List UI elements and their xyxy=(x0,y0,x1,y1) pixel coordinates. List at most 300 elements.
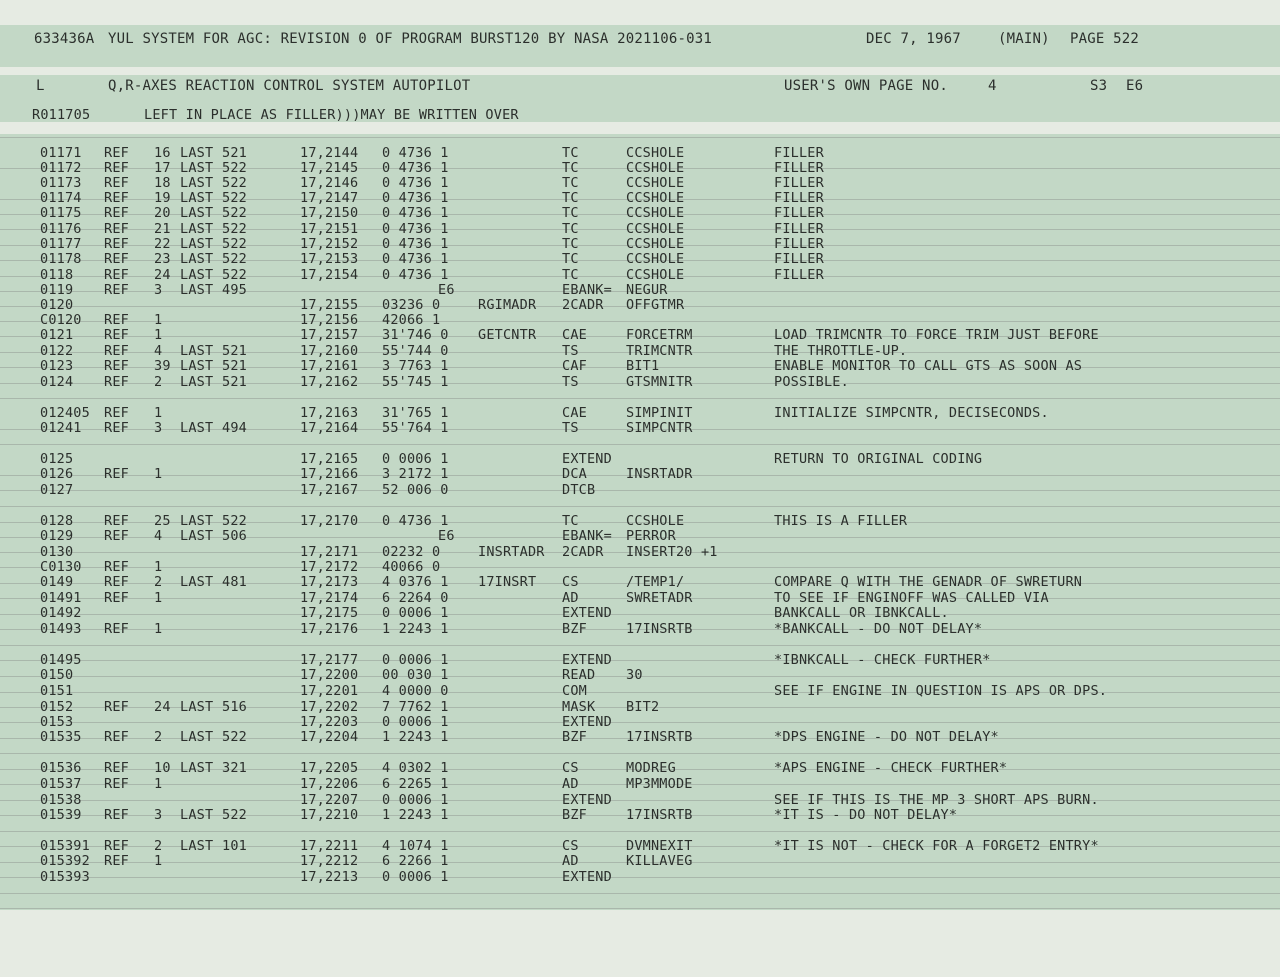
comment: *APS ENGINE - CHECK FURTHER* xyxy=(774,760,1008,776)
paper-rule xyxy=(0,893,1280,894)
last-marker: LAST xyxy=(180,528,214,544)
last-marker: LAST xyxy=(180,205,214,221)
octal-value: 0 4736 1 xyxy=(382,236,449,252)
line-number: 0150 xyxy=(40,667,74,683)
octal-value: 1 2243 1 xyxy=(382,729,449,745)
address: 17,2152 xyxy=(300,236,359,252)
ref-count: 1 xyxy=(154,776,163,792)
octal-value: 0 4736 1 xyxy=(382,221,449,237)
address: 17,2212 xyxy=(300,853,359,869)
comment: FILLER xyxy=(774,267,824,283)
paper-rule xyxy=(0,614,1280,615)
address: 17,2147 xyxy=(300,190,359,206)
octal-value: 0 4736 1 xyxy=(382,175,449,191)
comment: LOAD TRIMCNTR TO FORCE TRIM JUST BEFORE xyxy=(774,327,1099,343)
octal-value: 0 0006 1 xyxy=(382,714,449,730)
paper-gap xyxy=(0,67,1280,75)
last-page: 522 xyxy=(222,236,247,252)
address: 17,2157 xyxy=(300,327,359,343)
operand: BIT2 xyxy=(626,699,660,715)
octal-value: 4 0000 0 xyxy=(382,683,449,699)
paper-rule xyxy=(0,567,1280,568)
listing-id: 633436A xyxy=(34,31,95,47)
address: 17,2207 xyxy=(300,792,359,808)
ref-marker: REF xyxy=(104,236,129,252)
opcode: TC xyxy=(562,160,579,176)
ref-marker: REF xyxy=(104,853,129,869)
operand: /TEMP1/ xyxy=(626,574,685,590)
line-number: 01174 xyxy=(40,190,82,206)
operand: TRIMCNTR xyxy=(626,343,693,359)
ref-count: 1 xyxy=(154,405,163,421)
line-number: 01171 xyxy=(40,145,82,161)
last-marker: LAST xyxy=(180,699,214,715)
ref-marker: REF xyxy=(104,282,129,298)
octal-value: 0 4736 1 xyxy=(382,160,449,176)
ref-marker: REF xyxy=(104,559,129,575)
opcode: EBANK= xyxy=(562,282,612,298)
line-number: 0120 xyxy=(40,297,74,313)
ref-marker: REF xyxy=(104,251,129,267)
line-number: 01241 xyxy=(40,420,82,436)
ref-count: 21 xyxy=(154,221,171,237)
comment: TO SEE IF ENGINOFF WAS CALLED VIA xyxy=(774,590,1049,606)
paper-rule xyxy=(0,908,1280,909)
line-number: 0130 xyxy=(40,544,74,560)
ref-marker: REF xyxy=(104,466,129,482)
last-marker: LAST xyxy=(180,420,214,436)
user-page-number: 4 xyxy=(988,78,997,94)
line-number: 0152 xyxy=(40,699,74,715)
operand: 17INSRTB xyxy=(626,729,693,745)
line-number: 01493 xyxy=(40,621,82,637)
address: 17,2203 xyxy=(300,714,359,730)
address: 17,2202 xyxy=(300,699,359,715)
octal-value: 6 2265 1 xyxy=(382,776,449,792)
opcode: DCA xyxy=(562,466,587,482)
comment: POSSIBLE. xyxy=(774,374,849,390)
ref-count: 1 xyxy=(154,327,163,343)
ref-count: 3 xyxy=(154,282,163,298)
octal-value: 02232 0 xyxy=(382,544,441,560)
ref-marker: REF xyxy=(104,160,129,176)
line-number: 01538 xyxy=(40,792,82,808)
last-marker: LAST xyxy=(180,145,214,161)
operand: CCSHOLE xyxy=(626,160,685,176)
opcode: TC xyxy=(562,175,579,191)
octal-value: 1 2243 1 xyxy=(382,621,449,637)
opcode: CAF xyxy=(562,358,587,374)
listing-title: YUL SYSTEM FOR AGC: REVISION 0 OF PROGRAM BURST120 BY NASA 2021106-031 xyxy=(108,31,713,47)
operand: CCSHOLE xyxy=(626,267,685,283)
address: 17,2163 xyxy=(300,405,359,421)
operand: BIT1 xyxy=(626,358,660,374)
octal-value: 3 7763 1 xyxy=(382,358,449,374)
ref-count: 1 xyxy=(154,559,163,575)
octal-value: 0 4736 1 xyxy=(382,205,449,221)
operand: CCSHOLE xyxy=(626,205,685,221)
operand: 17INSRTB xyxy=(626,621,693,637)
line-number: 01176 xyxy=(40,221,82,237)
octal-value: 4 0302 1 xyxy=(382,760,449,776)
line-number: 01173 xyxy=(40,175,82,191)
opcode: BZF xyxy=(562,621,587,637)
opcode: TC xyxy=(562,145,579,161)
last-marker: LAST xyxy=(180,838,214,854)
ref-count: 2 xyxy=(154,729,163,745)
listing-section: (MAIN) xyxy=(998,31,1050,47)
last-page: 522 xyxy=(222,205,247,221)
last-marker: LAST xyxy=(180,343,214,359)
address: 17,2144 xyxy=(300,145,359,161)
ref-marker: REF xyxy=(104,420,129,436)
line-number: 0122 xyxy=(40,343,74,359)
line-number: 0125 xyxy=(40,451,74,467)
opcode: TC xyxy=(562,513,579,529)
last-page: 522 xyxy=(222,251,247,267)
comment: FILLER xyxy=(774,221,824,237)
ref-count: 1 xyxy=(154,621,163,637)
opcode: TC xyxy=(562,251,579,267)
ref-marker: REF xyxy=(104,838,129,854)
octal-value: 52 006 0 xyxy=(382,482,449,498)
sheet-code: S3 xyxy=(1090,78,1108,94)
octal-value: 3 2172 1 xyxy=(382,466,449,482)
operand: NEGUR xyxy=(626,282,668,298)
operand: DVMNEXIT xyxy=(626,838,693,854)
line-number: 0118 xyxy=(40,267,74,283)
operand: SIMPINIT xyxy=(626,405,693,421)
ref-marker: REF xyxy=(104,776,129,792)
opcode: MASK xyxy=(562,699,596,715)
comment: FILLER xyxy=(774,160,824,176)
octal-value: 0 0006 1 xyxy=(382,869,449,885)
comment: INITIALIZE SIMPCNTR, DECISECONDS. xyxy=(774,405,1049,421)
address: 17,2204 xyxy=(300,729,359,745)
intro-comment: LEFT IN PLACE AS FILLER)))MAY BE WRITTEN OVER xyxy=(144,107,519,123)
address: 17,2165 xyxy=(300,451,359,467)
opcode: EXTEND xyxy=(562,714,612,730)
last-page: 521 xyxy=(222,358,247,374)
last-page: 522 xyxy=(222,175,247,191)
ref-marker: REF xyxy=(104,374,129,390)
address: 17,2161 xyxy=(300,358,359,374)
operand: PERROR xyxy=(626,528,676,544)
opcode: TC xyxy=(562,221,579,237)
last-marker: LAST xyxy=(180,175,214,191)
opcode: BZF xyxy=(562,729,587,745)
address: 17,2164 xyxy=(300,420,359,436)
operand: OFFGTMR xyxy=(626,297,685,313)
ref-count: 23 xyxy=(154,251,171,267)
line-number: 01536 xyxy=(40,760,82,776)
paper-rule xyxy=(0,398,1280,399)
operand: GTSMNITR xyxy=(626,374,693,390)
opcode: CS xyxy=(562,838,579,854)
opcode: AD xyxy=(562,590,579,606)
line-number: 01539 xyxy=(40,807,82,823)
line-number: 0153 xyxy=(40,714,74,730)
address: 17,2153 xyxy=(300,251,359,267)
last-page: 494 xyxy=(222,420,247,436)
last-marker: LAST xyxy=(180,807,214,823)
ref-count: 2 xyxy=(154,574,163,590)
opcode: EXTEND xyxy=(562,792,612,808)
address: 17,2177 xyxy=(300,652,359,668)
octal-value: 0 4736 1 xyxy=(382,513,449,529)
ref-marker: REF xyxy=(104,221,129,237)
ref-count: 17 xyxy=(154,160,171,176)
address: 17,2205 xyxy=(300,760,359,776)
operand: INSRTADR xyxy=(626,466,693,482)
line-number: 0121 xyxy=(40,327,74,343)
operand: SWRETADR xyxy=(626,590,693,606)
paper-rule xyxy=(0,321,1280,322)
line-number: 0129 xyxy=(40,528,74,544)
ref-marker: REF xyxy=(104,621,129,637)
opcode: EXTEND xyxy=(562,605,612,621)
last-marker: LAST xyxy=(180,236,214,252)
line-number: 0124 xyxy=(40,374,74,390)
line-number: 01535 xyxy=(40,729,82,745)
operand: INSERT20 +1 xyxy=(626,544,718,560)
line-number: 0123 xyxy=(40,358,74,374)
opcode: 2CADR xyxy=(562,544,604,560)
ref-marker: REF xyxy=(104,699,129,715)
last-marker: LAST xyxy=(180,251,214,267)
opcode: TC xyxy=(562,205,579,221)
comment: SEE IF ENGINE IN QUESTION IS APS OR DPS. xyxy=(774,683,1108,699)
opcode: 2CADR xyxy=(562,297,604,313)
address: 17,2167 xyxy=(300,482,359,498)
comment: FILLER xyxy=(774,236,824,252)
paper-top xyxy=(0,0,1280,25)
line-number: 015392 xyxy=(40,853,90,869)
octal-value: 31'746 0 xyxy=(382,327,449,343)
line-number: 01495 xyxy=(40,652,82,668)
ref-count: 24 xyxy=(154,267,171,283)
paper-rule xyxy=(0,877,1280,878)
address: 17,2173 xyxy=(300,574,359,590)
paper-rule xyxy=(0,506,1280,507)
ref-marker: REF xyxy=(104,729,129,745)
sheet-code-2: E6 xyxy=(1126,78,1144,94)
last-marker: LAST xyxy=(180,267,214,283)
ref-marker: REF xyxy=(104,590,129,606)
octal-value: 00 030 1 xyxy=(382,667,449,683)
line-number: 01178 xyxy=(40,251,82,267)
opcode: EXTEND xyxy=(562,451,612,467)
ref-count: 1 xyxy=(154,590,163,606)
address: 17,2154 xyxy=(300,267,359,283)
address: 17,2201 xyxy=(300,683,359,699)
ref-marker: REF xyxy=(104,312,129,328)
octal-value: 55'745 1 xyxy=(382,374,449,390)
comment: SEE IF THIS IS THE MP 3 SHORT APS BURN. xyxy=(774,792,1099,808)
last-marker: LAST xyxy=(180,160,214,176)
operand: SIMPCNTR xyxy=(626,420,693,436)
label: GETCNTR xyxy=(478,327,537,343)
ref-count: 4 xyxy=(154,343,163,359)
last-marker: LAST xyxy=(180,729,214,745)
paper-rule xyxy=(0,490,1280,491)
address: 17,2160 xyxy=(300,343,359,359)
octal-value: 4 0376 1 xyxy=(382,574,449,590)
paper-rule xyxy=(0,444,1280,445)
ref-count: 3 xyxy=(154,420,163,436)
operand: CCSHOLE xyxy=(626,251,685,267)
ref-marker: REF xyxy=(104,405,129,421)
operand: 17INSRTB xyxy=(626,807,693,823)
ref-marker: REF xyxy=(104,145,129,161)
page-number: PAGE 522 xyxy=(1070,31,1140,47)
line-number: 0149 xyxy=(40,574,74,590)
last-marker: LAST xyxy=(180,374,214,390)
ref-count: 22 xyxy=(154,236,171,252)
last-page: 522 xyxy=(222,513,247,529)
opcode: TC xyxy=(562,267,579,283)
last-page: 522 xyxy=(222,267,247,283)
ref-count: 10 xyxy=(154,760,171,776)
last-page: 516 xyxy=(222,699,247,715)
opcode: EXTEND xyxy=(562,869,612,885)
last-page: 521 xyxy=(222,374,247,390)
opcode: READ xyxy=(562,667,596,683)
section-title: Q,R-AXES REACTION CONTROL SYSTEM AUTOPILOT xyxy=(108,78,471,94)
last-marker: LAST xyxy=(180,574,214,590)
octal-value: 6 2264 0 xyxy=(382,590,449,606)
address: 17,2206 xyxy=(300,776,359,792)
line-number: 015391 xyxy=(40,838,90,854)
address: 17,2211 xyxy=(300,838,359,854)
octal-value: 55'764 1 xyxy=(382,420,449,436)
address: 17,2155 xyxy=(300,297,359,313)
operand: 30 xyxy=(626,667,643,683)
octal-value: 0 0006 1 xyxy=(382,792,449,808)
address: 17,2200 xyxy=(300,667,359,683)
last-marker: LAST xyxy=(180,358,214,374)
ref-marker: REF xyxy=(104,343,129,359)
octal-value: 7 7762 1 xyxy=(382,699,449,715)
line-number: 01492 xyxy=(40,605,82,621)
comment: *IT IS - DO NOT DELAY* xyxy=(774,807,958,823)
ref-count: 2 xyxy=(154,374,163,390)
opcode: CS xyxy=(562,574,579,590)
last-page: 522 xyxy=(222,221,247,237)
operand: CCSHOLE xyxy=(626,236,685,252)
last-page: 481 xyxy=(222,574,247,590)
operand: MODREG xyxy=(626,760,676,776)
ref-count: 1 xyxy=(154,312,163,328)
last-page: 521 xyxy=(222,343,247,359)
line-number: C0130 xyxy=(40,559,82,575)
ref-count: 4 xyxy=(154,528,163,544)
intro-line-number: R011705 xyxy=(32,107,91,123)
comment: *BANKCALL - DO NOT DELAY* xyxy=(774,621,983,637)
address: 17,2166 xyxy=(300,466,359,482)
ref-count: 25 xyxy=(154,513,171,529)
line-number: 0151 xyxy=(40,683,74,699)
paper-bottom xyxy=(0,910,1280,977)
ref-marker: REF xyxy=(104,267,129,283)
last-page: 321 xyxy=(222,760,247,776)
last-page: 495 xyxy=(222,282,247,298)
paper-rule xyxy=(0,831,1280,832)
ref-count: 2 xyxy=(154,838,163,854)
comment: FILLER xyxy=(774,175,824,191)
line-number: 015393 xyxy=(40,869,90,885)
paper-rule xyxy=(0,753,1280,754)
address: 17,2172 xyxy=(300,559,359,575)
last-marker: LAST xyxy=(180,760,214,776)
comment: THE THROTTLE-UP. xyxy=(774,343,908,359)
comment: COMPARE Q WITH THE GENADR OF SWRETURN xyxy=(774,574,1083,590)
line-number: 0119 xyxy=(40,282,74,298)
address: 17,2162 xyxy=(300,374,359,390)
label: RGIMADR xyxy=(478,297,537,313)
octal-value: 6 2266 1 xyxy=(382,853,449,869)
opcode: CAE xyxy=(562,405,587,421)
ref-marker: REF xyxy=(104,807,129,823)
line-number: 01177 xyxy=(40,236,82,252)
line-number: 01172 xyxy=(40,160,82,176)
opcode: TS xyxy=(562,420,579,436)
operand: CCSHOLE xyxy=(626,145,685,161)
line-number: 01537 xyxy=(40,776,82,792)
ref-count: 24 xyxy=(154,699,171,715)
octal-value: 0 0006 1 xyxy=(382,605,449,621)
ref-marker: REF xyxy=(104,175,129,191)
octal-value: 0 4736 1 xyxy=(382,145,449,161)
last-page: 521 xyxy=(222,145,247,161)
address: 17,2146 xyxy=(300,175,359,191)
last-marker: LAST xyxy=(180,190,214,206)
last-marker: LAST xyxy=(180,221,214,237)
ref-marker: REF xyxy=(104,574,129,590)
comment: *DPS ENGINE - DO NOT DELAY* xyxy=(774,729,999,745)
last-page: 101 xyxy=(222,838,247,854)
ref-count: 1 xyxy=(154,853,163,869)
paper-rule xyxy=(0,137,1280,138)
paper-rule xyxy=(0,722,1280,723)
address: 17,2176 xyxy=(300,621,359,637)
comment: ENABLE MONITOR TO CALL GTS AS SOON AS xyxy=(774,358,1083,374)
octal-value: 4 1074 1 xyxy=(382,838,449,854)
line-number: 012405 xyxy=(40,405,90,421)
ref-marker: REF xyxy=(104,513,129,529)
address: 17,2170 xyxy=(300,513,359,529)
operand: CCSHOLE xyxy=(626,190,685,206)
octal-value: 40066 0 xyxy=(382,559,441,575)
address: 17,2171 xyxy=(300,544,359,560)
operand: CCSHOLE xyxy=(626,513,685,529)
opcode: COM xyxy=(562,683,587,699)
comment: *IT IS NOT - CHECK FOR A FORGET2 ENTRY* xyxy=(774,838,1099,854)
last-page: 506 xyxy=(222,528,247,544)
opcode: DTCB xyxy=(562,482,596,498)
ref-marker: REF xyxy=(104,528,129,544)
ref-marker: REF xyxy=(104,358,129,374)
last-marker: LAST xyxy=(180,282,214,298)
address: 17,2210 xyxy=(300,807,359,823)
operand: FORCETRM xyxy=(626,327,693,343)
ref-count: 19 xyxy=(154,190,171,206)
operand: CCSHOLE xyxy=(626,221,685,237)
user-page-label: USER'S OWN PAGE NO. xyxy=(784,78,948,94)
last-page: 522 xyxy=(222,190,247,206)
octal-value: 31'765 1 xyxy=(382,405,449,421)
ref-count: 20 xyxy=(154,205,171,221)
